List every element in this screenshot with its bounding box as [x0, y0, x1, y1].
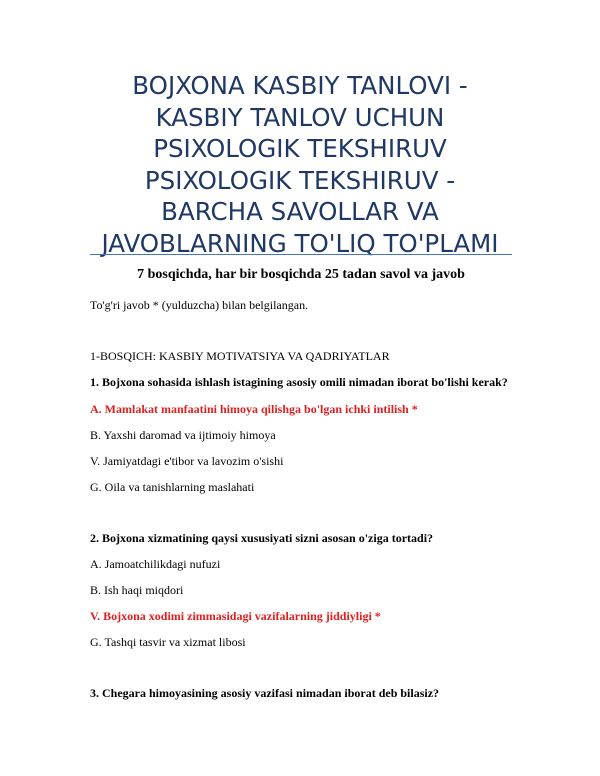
title-line: BARCHA SAVOLLAR VA — [161, 197, 439, 226]
answer-option: V. Jamiyatdagi e'tibor va lavozim o'sishi — [90, 454, 284, 468]
answer-option-correct: A. Mamlakat manfaatini himoya qilishga bo'lgan ichki intilish * — [90, 402, 418, 416]
title-line: PSIXOLOGIK TEKSHIRUV — [153, 134, 447, 163]
answer-option: G. Tashqi tasvir va xizmat libosi — [90, 635, 246, 649]
answer-option: B. Yaxshi daromad va ijtimoiy himoya — [90, 428, 276, 442]
question-text: 3. Chegara himoyasining asosiy vazifasi nimadan iborat deb bilasiz? — [90, 686, 440, 700]
answer-option: G. Oila va tanishlarning maslahati — [90, 480, 255, 494]
correct-answer-note: To'g'ri javob * (yulduzcha) bilan belgilangan. — [90, 298, 309, 312]
answer-option-correct: V. Bojxona xodimi zimmasidagi vazifalarning jiddiyligi * — [90, 609, 381, 623]
question-text: 2. Bojxona xizmatining qaysi xususiyati sizni asosan o'ziga tortadi? — [90, 531, 434, 545]
section-heading: 1-BOSQICH: KASBIY MOTIVATSIYA VA QADRIYATLAR — [90, 349, 390, 363]
title-line: BOJXONA KASBIY TANLOVI - — [132, 71, 468, 100]
question-text: 1. Bojxona sohasida ishlash istagining asosiy omili nimadan iborat bo'lishi kerak? — [90, 375, 508, 389]
title-line: PSIXOLOGIK TEKSHIRUV - — [144, 165, 456, 195]
document-subtitle: 7 bosqichda, har bir bosqichda 25 tadan savol va javob — [137, 267, 465, 282]
answer-option: B. Ish haqi miqdori — [90, 583, 184, 597]
title-line: KASBIY TANLOV UCHUN — [155, 102, 445, 132]
answer-option: A. Jamoatchilikdagi nufuzi — [90, 557, 221, 571]
document-title — [70, 70, 530, 259]
title-line: JAVOBLARNING TO'LIQ TO'PLAMI — [101, 228, 499, 258]
title-underline-rule — [90, 254, 512, 255]
